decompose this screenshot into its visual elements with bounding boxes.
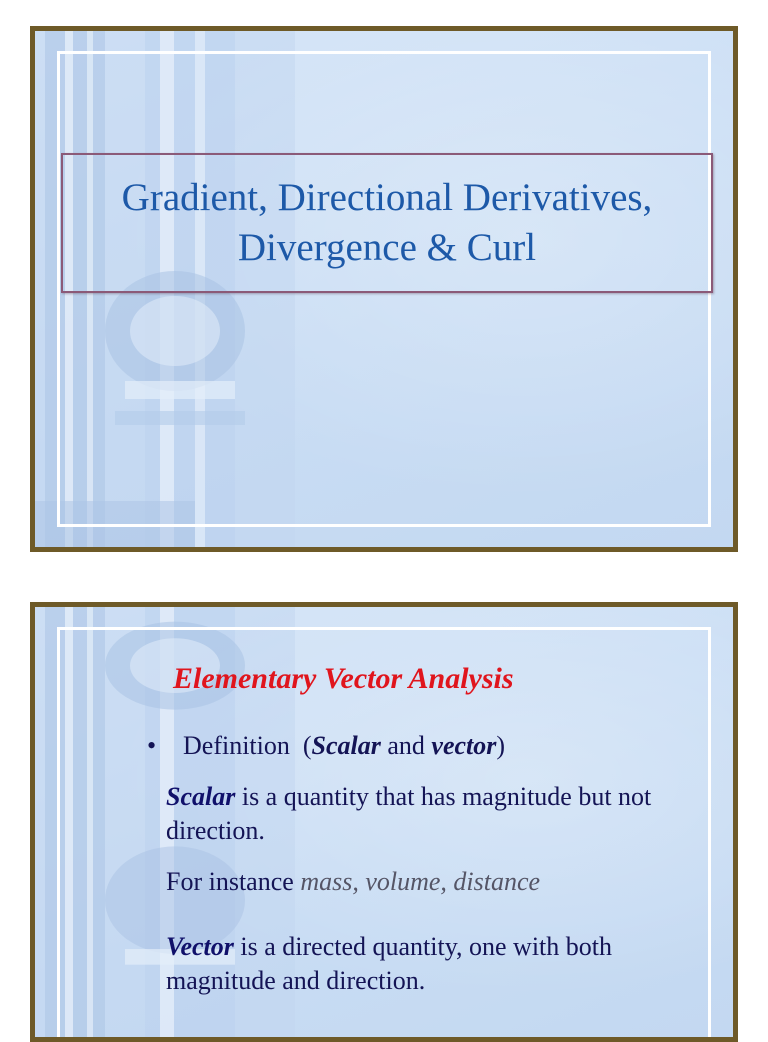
title-slide — [30, 26, 738, 552]
definition-bullet — [147, 731, 505, 761]
bullet-vector-word: vector — [431, 731, 497, 760]
scalar-example-list: mass, volume, distance — [300, 867, 541, 896]
scalar-example — [166, 865, 686, 899]
scalar-definition-text: is a quantity that has magnitude but not direction. — [166, 782, 652, 845]
scalar-term: Scalar — [166, 782, 236, 811]
vector-definition — [166, 930, 686, 998]
title-box — [61, 153, 713, 293]
bullet-suffix: ) — [496, 731, 506, 760]
slide-heading: Elementary Vector Analysis — [173, 662, 514, 695]
bullet-scalar-word: Scalar — [311, 731, 381, 760]
scalar-definition — [166, 780, 666, 848]
content-slide — [30, 602, 738, 1042]
bullet-prefix: Definition ( — [183, 731, 312, 760]
vector-term: Vector — [166, 932, 234, 961]
bullet-and-word: and — [380, 731, 432, 760]
scalar-example-prefix: For instance — [166, 867, 301, 896]
vector-definition-text: is a directed quantity, one with both magnitude and direction. — [166, 932, 613, 995]
title-line-1: Gradient, Directional Derivatives, — [121, 176, 653, 219]
bullet-marker: • — [147, 731, 157, 760]
title-line-2: Divergence & Curl — [237, 226, 537, 269]
slide-title — [122, 173, 653, 273]
